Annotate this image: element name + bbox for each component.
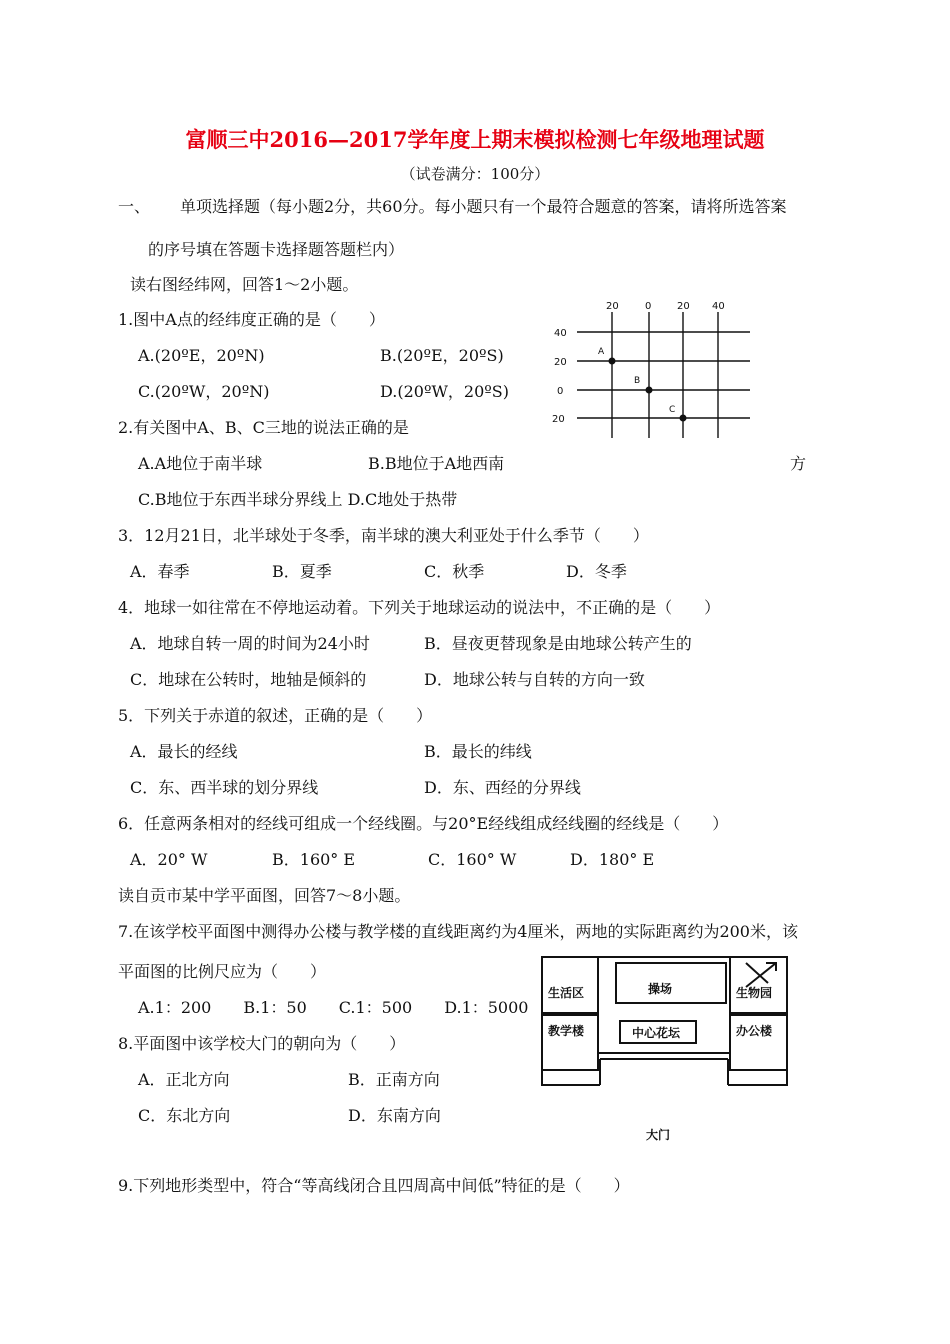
school-map-figure (540, 955, 795, 1150)
section-instruction-line2: 的序号填在答题卡选择题答题栏内） (148, 240, 405, 259)
room-label: 操场 (648, 982, 673, 996)
page-title: 富顺三中2016—2017学年度上期末模拟检测七年级地理试题 (185, 127, 765, 152)
q4-stem: 4．地球一如往常在不停地运动着。下列关于地球运动的说法中，不正确的是（ ） (118, 598, 721, 617)
q7-options: A.1：200 B.1：50 C.1：500 D.1：5000 (138, 998, 529, 1017)
q1-option-c: C.(20ºW，20ºN) (138, 382, 270, 401)
q1-stem: 1.图中A点的经纬度正确的是（ ） (118, 310, 385, 329)
q8-option-a: A．正北方向 (138, 1070, 230, 1089)
q4-option-a: A．地球自转一周的时间为24小时 (130, 634, 370, 653)
top-label: 40 (712, 301, 725, 312)
top-label: 20 (606, 301, 619, 312)
point-label-b: B (634, 376, 641, 386)
q2-option-a: A.A地位于南半球 (138, 454, 263, 473)
q8-option-d: D．东南方向 (348, 1106, 441, 1125)
left-label: 40 (554, 328, 567, 339)
q6-option-c: C．160° W (428, 850, 517, 869)
q6-option-d: D．180° E (570, 850, 655, 869)
point-a (609, 358, 616, 365)
q3-option-b: B．夏季 (272, 562, 332, 581)
point-c (680, 415, 687, 422)
room-biology-garden (730, 957, 787, 1013)
q4-option-c: C．地球在公转时，地轴是倾斜的 (130, 670, 367, 689)
q7-stem-line1: 7.在该学校平面图中测得办公楼与教学楼的直线距离约为4厘米，两地的实际距离约为200米，该 (118, 922, 798, 941)
q6-option-b: B．160° E (272, 850, 356, 869)
left-label: 0 (557, 386, 564, 397)
q5-option-b: B．最长的纬线 (424, 742, 532, 761)
q5-option-d: D．东、西经的分界线 (424, 778, 581, 797)
q2-option-b-tail: 方 (790, 454, 807, 473)
q6-stem: 6．任意两条相对的经线可组成一个经线圈。与20°E经线组成经线圈的经线是（ ） (118, 814, 729, 833)
room-label: 中心花坛 (632, 1026, 681, 1040)
q3-stem: 3．12月21日，北半球处于冬季，南半球的澳大利亚处于什么季节（ ） (118, 526, 649, 545)
top-label: 20 (677, 301, 690, 312)
q8-stem: 8.平面图中该学校大门的朝向为（ ） (118, 1034, 406, 1053)
q6-option-a: A．20° W (130, 850, 208, 869)
q3-option-d: D．冬季 (566, 562, 627, 581)
q2-option-cd: C.B地位于东西半球分界线上 D.C地处于热带 (138, 490, 458, 509)
intro-grid: 读右图经纬网，回答1～2小题。 (130, 275, 359, 294)
q9-stem: 9.下列地形类型中，符合“等高线闭合且四周高中间低”特征的是（ ） (118, 1176, 630, 1195)
q1-option-d: D.(20ºW，20ºS) (380, 382, 510, 401)
q8-option-b: B．正南方向 (348, 1070, 440, 1089)
q4-option-d: D．地球公转与自转的方向一致 (424, 670, 645, 689)
q1-option-b: B.(20ºE，20ºS) (380, 346, 504, 365)
q2-stem: 2.有关图中A、B、C三地的说法正确的是 (118, 418, 409, 437)
q4-option-b: B．昼夜更替现象是由地球公转产生的 (424, 634, 692, 653)
graticule-figure (545, 295, 760, 445)
q2-option-b: B.B地位于A地西南 (368, 454, 505, 473)
top-label: 0 (645, 301, 652, 312)
point-b (646, 387, 653, 394)
section-number: 一、 (118, 197, 151, 216)
q5-stem: 5．下列关于赤道的叙述，正确的是（ ） (118, 706, 433, 725)
q8-option-c: C．东北方向 (138, 1106, 231, 1125)
q5-option-a: A．最长的经线 (130, 742, 238, 761)
q5-option-c: C．东、西半球的划分界线 (130, 778, 319, 797)
room-label: 教学楼 (548, 1024, 585, 1038)
q7-stem-line2: 平面图的比例尺应为（ ） (118, 962, 327, 981)
q3-option-a: A．春季 (130, 562, 190, 581)
point-label-a: A (598, 347, 605, 357)
point-label-c: C (669, 405, 676, 415)
q1-option-a: A.(20ºE，20ºN) (138, 346, 265, 365)
section-instruction-line1: 单项选择题（每小题2分，共60分。每小题只有一个最符合题意的答案，请将所选答案 (180, 197, 787, 216)
room-label: 生活区 (548, 986, 585, 1000)
left-label: 20 (552, 414, 565, 425)
room-label: 办公楼 (736, 1024, 773, 1038)
intro-school-map: 读自贡市某中学平面图，回答7～8小题。 (118, 886, 411, 905)
full-score-note: （试卷满分：100分） (400, 165, 550, 183)
q3-option-c: C．秋季 (424, 562, 485, 581)
room-living-area (542, 957, 598, 1013)
room-label: 生物园 (736, 986, 773, 1000)
left-label: 20 (554, 357, 567, 368)
gate-label: 大门 (646, 1128, 671, 1142)
